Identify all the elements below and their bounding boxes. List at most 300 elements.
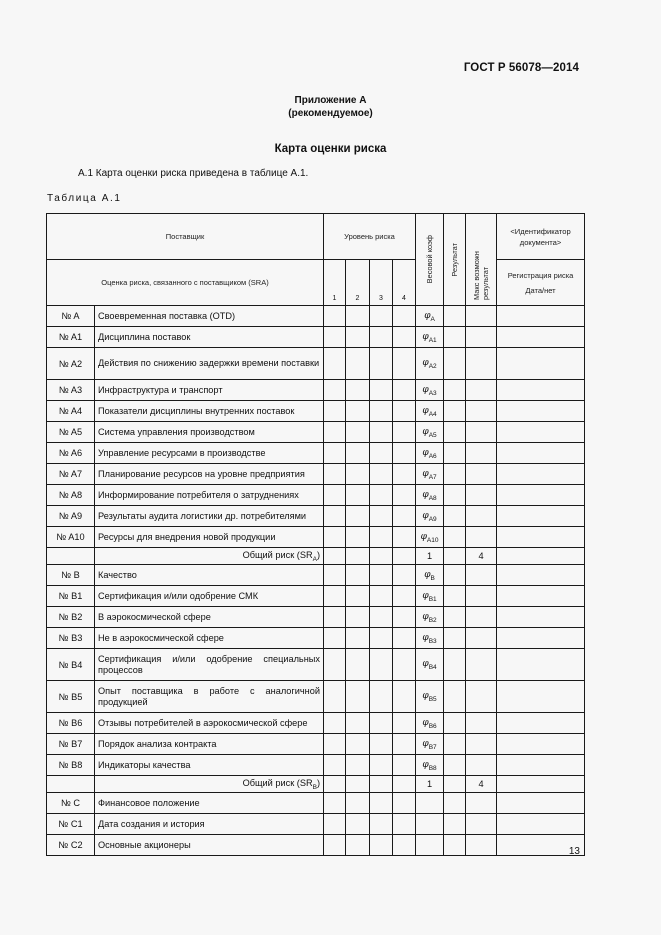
row-number: № B1: [47, 586, 95, 607]
appendix-title: Приложение А: [294, 95, 367, 106]
row-description: Результаты аудита логистики др. потребителями: [95, 506, 324, 527]
appendix-status: (рекомендуемое): [288, 108, 373, 119]
risk-assessment-table: [46, 213, 585, 856]
table-row: [47, 380, 585, 401]
level-cell: [393, 565, 416, 586]
row-number: № A8: [47, 485, 95, 506]
level-cell: [370, 401, 393, 422]
row-number: № A1: [47, 327, 95, 348]
result-cell: [444, 586, 466, 607]
max-cell: [466, 835, 497, 856]
level-cell: [393, 734, 416, 755]
header-row-1: [47, 214, 585, 260]
result-cell: [444, 681, 466, 713]
total-label: Общий риск (SR: [242, 777, 313, 788]
result-cell: [444, 506, 466, 527]
weight-cell: [416, 401, 444, 422]
weight-cell: [416, 734, 444, 755]
table-row: [47, 628, 585, 649]
registration-cell: [497, 506, 585, 527]
max-cell: [466, 506, 497, 527]
weight-symbol: $\varphi_{A1}$: [422, 331, 437, 344]
table-row: [47, 422, 585, 443]
table-row: [47, 793, 585, 814]
level-cell: [393, 586, 416, 607]
max-cell: [466, 401, 497, 422]
level-cell: [370, 548, 393, 565]
registration-cell: [497, 485, 585, 506]
level-cell: [393, 628, 416, 649]
table-row: [47, 734, 585, 755]
level-cell: [346, 327, 370, 348]
total-label: Общий риск (SR: [242, 549, 313, 560]
table-row: [47, 586, 585, 607]
level-cell: [370, 527, 393, 548]
registration-cell: [497, 755, 585, 776]
row-description: Управление ресурсами в производстве: [95, 443, 324, 464]
result-cell: [444, 464, 466, 485]
result-cell: [444, 348, 466, 380]
level-3-header: 3: [370, 260, 393, 306]
level-cell: [370, 422, 393, 443]
weight-subscript: B4: [428, 663, 437, 671]
weight-symbol: $\varphi_{A9}$: [422, 510, 437, 523]
level-cell: [346, 548, 370, 565]
result-cell: [444, 565, 466, 586]
weight-subscript: B: [430, 574, 435, 582]
registration-cell: [497, 306, 585, 327]
total-label-end: ): [316, 777, 320, 788]
registration-cell: [497, 649, 585, 681]
row-description: Система управления производством: [95, 422, 324, 443]
registration-label: Регистрация риска: [507, 270, 574, 280]
row-description: Дата создания и история: [95, 814, 324, 835]
result-cell: [444, 734, 466, 755]
level-cell: [324, 422, 346, 443]
level-cell: [393, 548, 416, 565]
row-number: № B6: [47, 713, 95, 734]
result-cell: [444, 485, 466, 506]
level-cell: [393, 464, 416, 485]
weight-symbol: $\varphi_{A10}$: [420, 531, 439, 544]
registration-cell: [497, 586, 585, 607]
level-cell: [324, 401, 346, 422]
registration-cell: [497, 380, 585, 401]
row-number: № B3: [47, 628, 95, 649]
row-number: № A9: [47, 506, 95, 527]
table-row: [47, 527, 585, 548]
row-number: № A10: [47, 527, 95, 548]
table-row: [47, 649, 585, 681]
level-cell: [324, 814, 346, 835]
level-cell: [393, 401, 416, 422]
row-number: № B2: [47, 607, 95, 628]
max-cell: [466, 464, 497, 485]
row-description: Опыт поставщика в работе с аналогичной продукцией: [95, 681, 324, 713]
level-cell: [370, 793, 393, 814]
total-weight: 1: [416, 776, 444, 793]
max-result-header: [466, 214, 497, 306]
table-row: [47, 607, 585, 628]
level-cell: [324, 527, 346, 548]
weight-symbol: $\varphi_{B7}$: [422, 738, 437, 751]
level-cell: [324, 755, 346, 776]
weight-subscript: A: [430, 315, 435, 323]
table-row: [47, 306, 585, 327]
level-cell: [346, 348, 370, 380]
supplier-header: Поставщик: [47, 214, 324, 260]
row-number: № B4: [47, 649, 95, 681]
level-cell: [324, 607, 346, 628]
weight-cell: [416, 443, 444, 464]
table-row: [47, 681, 585, 713]
registration-cell: [497, 713, 585, 734]
weight-cell: [416, 607, 444, 628]
result-cell: [444, 443, 466, 464]
max-cell: [466, 565, 497, 586]
level-cell: [346, 401, 370, 422]
level-cell: [346, 713, 370, 734]
weight-symbol: $\varphi_{A8}$: [422, 489, 437, 502]
max-cell: [466, 348, 497, 380]
level-cell: [370, 607, 393, 628]
total-label-sub: A: [312, 555, 317, 563]
row-description: Не в аэрокосмической сфере: [95, 628, 324, 649]
weight-subscript: A9: [428, 515, 437, 523]
table-row: [47, 565, 585, 586]
level-cell: [324, 835, 346, 856]
max-cell: [466, 814, 497, 835]
level-cell: [346, 835, 370, 856]
level-cell: [370, 565, 393, 586]
total-no-cell: [47, 776, 95, 793]
level-cell: [324, 713, 346, 734]
level-cell: [370, 586, 393, 607]
weight-cell: [416, 649, 444, 681]
registration-cell: [497, 422, 585, 443]
result-cell: [444, 776, 466, 793]
weight-symbol: $\varphi_{B1}$: [422, 590, 437, 603]
weight-subscript: B3: [428, 637, 437, 645]
weight-cell: [416, 565, 444, 586]
level-cell: [393, 422, 416, 443]
weight-symbol: $\varphi_B$: [424, 569, 435, 582]
weight-subscript: A7: [428, 473, 437, 481]
level-cell: [370, 306, 393, 327]
level-cell: [393, 793, 416, 814]
row-number: № C2: [47, 835, 95, 856]
row-number: № A5: [47, 422, 95, 443]
table-row: [47, 506, 585, 527]
registration-cell: [497, 327, 585, 348]
row-description: Своевременная поставка (OTD): [95, 306, 324, 327]
row-description: Отзывы потребителей в аэрокосмической сфере: [95, 713, 324, 734]
total-max: 4: [466, 776, 497, 793]
level-cell: [393, 306, 416, 327]
weight-subscript: A10: [426, 536, 439, 544]
table-row: [47, 443, 585, 464]
level-cell: [393, 527, 416, 548]
level-cell: [370, 649, 393, 681]
weight-symbol: $\varphi_{B2}$: [422, 611, 437, 624]
weight-cell: [416, 681, 444, 713]
appendix-heading: [0, 94, 661, 120]
level-cell: [346, 776, 370, 793]
total-weight: 1: [416, 548, 444, 565]
weight-subscript: A5: [428, 431, 437, 439]
level-cell: [324, 306, 346, 327]
level-cell: [324, 506, 346, 527]
weight-cell: [416, 327, 444, 348]
weight-subscript: A6: [428, 452, 437, 460]
table-caption: Таблица А.1: [47, 193, 122, 204]
result-cell: [444, 422, 466, 443]
result-cell: [444, 793, 466, 814]
weight-cell: [416, 380, 444, 401]
weight-cell: [416, 793, 444, 814]
level-cell: [346, 649, 370, 681]
level-cell: [370, 327, 393, 348]
table-row: [47, 835, 585, 856]
row-description: В аэрокосмической сфере: [95, 607, 324, 628]
weight-symbol: $\varphi_{B3}$: [422, 632, 437, 645]
total-max: 4: [466, 548, 497, 565]
level-cell: [346, 443, 370, 464]
row-number: № C1: [47, 814, 95, 835]
level-cell: [370, 380, 393, 401]
max-cell: [466, 755, 497, 776]
level-cell: [370, 776, 393, 793]
row-description: Инфраструктура и транспорт: [95, 380, 324, 401]
result-cell: [444, 649, 466, 681]
level-cell: [324, 649, 346, 681]
max-cell: [466, 485, 497, 506]
level-cell: [346, 628, 370, 649]
result-cell: [444, 306, 466, 327]
registration-cell: [497, 793, 585, 814]
max-cell: [466, 681, 497, 713]
level-cell: [393, 835, 416, 856]
level-cell: [393, 776, 416, 793]
level-2-header: 2: [346, 260, 370, 306]
page-number: 13: [568, 846, 580, 857]
weight-cell: [416, 755, 444, 776]
weight-cell: [416, 506, 444, 527]
level-cell: [324, 793, 346, 814]
weight-cell: [416, 586, 444, 607]
weight-subscript: B7: [428, 743, 437, 751]
weight-symbol: $\varphi_{A6}$: [422, 447, 437, 460]
weight-subscript: A3: [428, 389, 437, 397]
total-label-end: ): [316, 549, 320, 560]
level-cell: [370, 348, 393, 380]
level-cell: [346, 793, 370, 814]
level-cell: [393, 443, 416, 464]
level-cell: [324, 681, 346, 713]
table-row: [47, 401, 585, 422]
sra-header: Оценка риска, связанного с поставщиком (SRA): [47, 260, 324, 306]
level-cell: [346, 422, 370, 443]
result-cell: [444, 835, 466, 856]
level-cell: [324, 443, 346, 464]
level-cell: [324, 464, 346, 485]
level-cell: [370, 713, 393, 734]
weight-symbol: $\varphi_{A3}$: [422, 384, 437, 397]
row-description: Планирование ресурсов на уровне предприятия: [95, 464, 324, 485]
table-row: [47, 485, 585, 506]
result-cell: [444, 607, 466, 628]
weight-cell: [416, 628, 444, 649]
result-cell: [444, 755, 466, 776]
result-cell: [444, 628, 466, 649]
standard-number: ГОСТ Р 56078—2014: [463, 62, 579, 74]
level-cell: [393, 380, 416, 401]
max-cell: [466, 380, 497, 401]
registration-cell: [497, 443, 585, 464]
max-cell: [466, 793, 497, 814]
weight-subscript: A8: [428, 494, 437, 502]
weight-symbol: $\varphi_{B8}$: [422, 759, 437, 772]
level-cell: [346, 306, 370, 327]
header-row-2: [47, 260, 585, 306]
level-cell: [393, 755, 416, 776]
weight-cell: [416, 835, 444, 856]
result-cell: [444, 527, 466, 548]
result-cell: [444, 713, 466, 734]
weight-subscript: A1: [428, 336, 437, 344]
table-row: [47, 814, 585, 835]
row-number: № B7: [47, 734, 95, 755]
level-1-header: 1: [324, 260, 346, 306]
level-cell: [346, 485, 370, 506]
level-cell: [324, 586, 346, 607]
max-cell: [466, 649, 497, 681]
registration-cell: [497, 464, 585, 485]
section-title: Карта оценки риска: [274, 143, 387, 155]
level-cell: [370, 681, 393, 713]
weight-symbol: $\varphi_{A5}$: [422, 426, 437, 439]
level-cell: [346, 506, 370, 527]
row-description: Основные акционеры: [95, 835, 324, 856]
result-header-label: Результат: [450, 242, 460, 277]
table-row: [47, 464, 585, 485]
registration-cell: [497, 628, 585, 649]
registration-cell: [497, 548, 585, 565]
row-description: Порядок анализа контракта: [95, 734, 324, 755]
level-cell: [346, 380, 370, 401]
weight-cell: [416, 713, 444, 734]
level-cell: [346, 464, 370, 485]
doc-id-header: <Идентификатор документа>: [497, 214, 585, 260]
row-description: Ресурсы для внедрения новой продукции: [95, 527, 324, 548]
row-number: № A: [47, 306, 95, 327]
result-cell: [444, 401, 466, 422]
level-cell: [370, 464, 393, 485]
level-cell: [370, 814, 393, 835]
weight-subscript: B2: [428, 616, 437, 624]
level-cell: [324, 327, 346, 348]
registration-cell: [497, 527, 585, 548]
row-description: Показатели дисциплины внутренних поставок: [95, 401, 324, 422]
weight-subscript: B8: [428, 764, 437, 772]
registration-cell: [497, 348, 585, 380]
max-cell: [466, 306, 497, 327]
max-cell: [466, 527, 497, 548]
total-no-cell: [47, 548, 95, 565]
registration-cell: [497, 734, 585, 755]
level-cell: [393, 485, 416, 506]
level-cell: [346, 734, 370, 755]
weight-subscript: A4: [428, 410, 437, 418]
weight-cell: [416, 422, 444, 443]
total-risk-row: [47, 776, 585, 793]
weight-cell: [416, 464, 444, 485]
level-cell: [393, 506, 416, 527]
level-cell: [346, 527, 370, 548]
max-cell: [466, 443, 497, 464]
registration-cell: [497, 681, 585, 713]
weight-subscript: A2: [428, 362, 437, 370]
level-cell: [370, 755, 393, 776]
max-cell: [466, 713, 497, 734]
level-cell: [324, 734, 346, 755]
level-cell: [346, 755, 370, 776]
result-cell: [444, 327, 466, 348]
row-description: Индикаторы качества: [95, 755, 324, 776]
row-number: № A7: [47, 464, 95, 485]
level-cell: [393, 607, 416, 628]
level-cell: [324, 565, 346, 586]
row-description: Качество: [95, 565, 324, 586]
max-cell: [466, 586, 497, 607]
level-cell: [324, 485, 346, 506]
result-cell: [444, 380, 466, 401]
weight-symbol: $\varphi_{B5}$: [422, 691, 437, 703]
registration-cell: [497, 814, 585, 835]
weight-cell: [416, 527, 444, 548]
registration-cell: [497, 776, 585, 793]
registration-cell: [497, 607, 585, 628]
level-cell: [346, 607, 370, 628]
total-label-sub: B: [312, 783, 317, 791]
level-4-header: 4: [393, 260, 416, 306]
weight-cell: [416, 306, 444, 327]
weight-symbol: $\varphi_{B4}$: [422, 659, 437, 671]
level-cell: [370, 506, 393, 527]
intro-paragraph: А.1 Карта оценки риска приведена в таблице А.1.: [78, 168, 309, 179]
row-description: Сертификация и/или одобрение СМК: [95, 586, 324, 607]
row-number: № B: [47, 565, 95, 586]
result-cell: [444, 814, 466, 835]
max-cell: [466, 628, 497, 649]
table-row: [47, 327, 585, 348]
row-number: № B8: [47, 755, 95, 776]
table-row: [47, 755, 585, 776]
max-cell: [466, 734, 497, 755]
total-risk-row: [47, 548, 585, 565]
row-description: Дисциплина поставок: [95, 327, 324, 348]
max-result-header-label: Макс возможн результат: [472, 250, 491, 300]
weight-header: [416, 214, 444, 306]
weight-symbol: $\varphi_{A4}$: [422, 405, 437, 418]
row-description: Информирование потребителя о затруднениях: [95, 485, 324, 506]
row-number: № B5: [47, 681, 95, 713]
level-cell: [370, 835, 393, 856]
level-cell: [324, 380, 346, 401]
weight-cell: [416, 814, 444, 835]
row-description: Действия по снижению задержки времени поставки: [95, 348, 324, 380]
level-cell: [370, 628, 393, 649]
